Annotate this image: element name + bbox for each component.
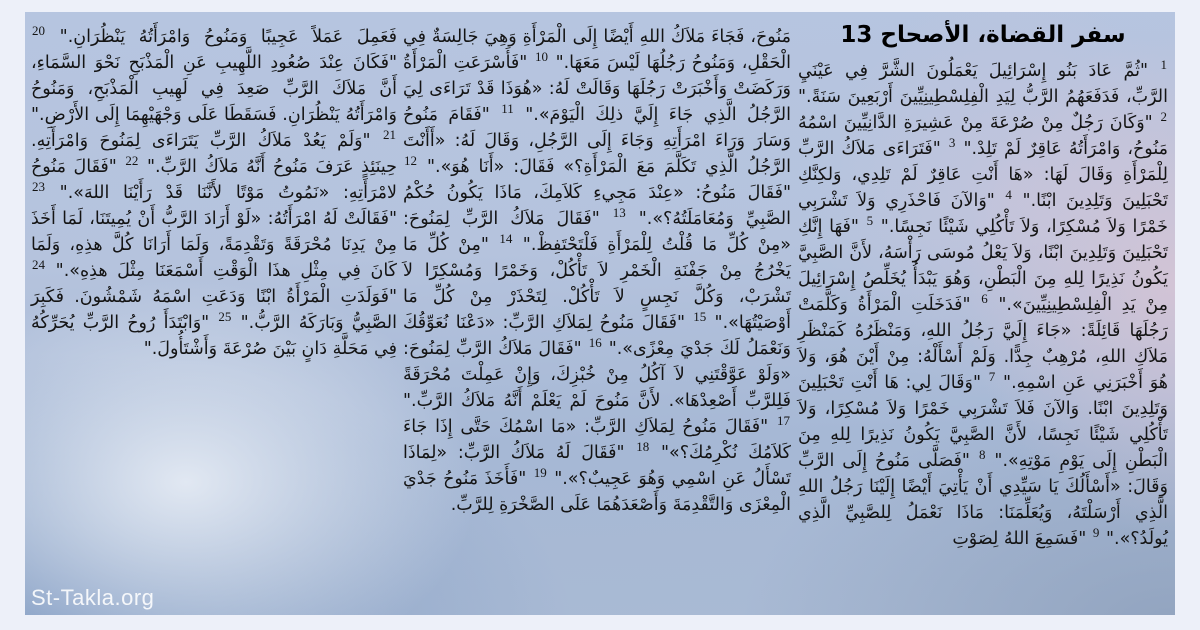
verse-text: "فَصَلَّى مَنُوحُ إِلَى الرَّبِّ وَقَالَ: «أَسْأَلُكَ يَا سَيِّدِي أَنْ يَأْتِيَ أَيْضًا إِلَيْنَا رَجُلُ اللهِ الَّذِي أَرْسَلْتَهُ، وَيُعَلِّمَنَا: مَاذَا نَعْمَلُ لِلصَّبِيِّ الَّذِي يُولَدُ؟»." <box>798 451 1168 549</box>
verse-text: "فَقَالَ مَلاَكُ الرَّبِّ لِمَنُوحَ: «مِنْ كُلِّ مَا قُلْتُ لِلْمَرْأَةِ فَلْتَحْتَفِظْ." <box>403 209 791 255</box>
verse-number: 20 <box>32 23 45 38</box>
verse-number: 4 <box>1005 187 1012 202</box>
verse-number: 21 <box>383 127 396 142</box>
verse-text: "فَتَرَاءَى مَلاَكُ الرَّبِّ لِلْمَرْأَةِ وَقَالَ لَهَا: «هَا أَنْتِ عَاقِرٌ لَمْ تَلِدِي، وَلكِنَّكِ تَحْبَلِينَ وَتَلِدِينَ ابْنًا." <box>798 139 1168 211</box>
verse-text: "فَقَالَ لَهُ مَلاَكُ الرَّبِّ: «لِمَاذَا تَسْأَلُ عَنِ اسْمِي وَهُوَ عَجِيبٌ؟»." <box>403 443 791 489</box>
text-column-middle <box>403 24 791 518</box>
verse-text: فَعَمِلَ عَمَلاً عَجِيبًا وَمَنُوحُ وَامْرَأَتُهُ يَنْظُرَانِ." <box>59 27 397 47</box>
verse-number: 5 <box>866 213 874 228</box>
verse-text: "وَابْتَدَأَ رُوحُ الرَّبِّ يُحَرِّكُهُ فِي مَحَلَّةِ دَانٍ بَيْنَ صُرْعَةَ وَأَشْتَأُولَ." <box>31 313 397 359</box>
verse-number: 22 <box>125 153 139 168</box>
verse-number: 9 <box>1092 525 1100 540</box>
verse-text: مَنُوحَ، فَجَاءَ مَلاَكُ اللهِ أَيْضًا إِلَى الْمَرْأَةِ وَهِيَ جَالِسَةٌ فِي الْحَقْلِ، وَمَنُوحُ رَجُلُهَا لَيْسَ مَعَهَا." <box>403 27 791 73</box>
verse-text: "فَقَامَ مَنُوحُ وَسَارَ وَرَاءَ امْرَأَتِهِ وَجَاءَ إِلَى الرَّجُلِ، وَقَالَ لَهُ: «أَأَنْتَ الرَّجُلُ الَّذِي تَكَلَّمَ مَعَ الْمَرْأَةِ؟» فَقَالَ: «أَنَا هُوَ»." <box>403 105 791 177</box>
verse-number: 3 <box>948 135 956 150</box>
chapter-title: سفر القضاة، الأصحاح 13 <box>840 22 1126 48</box>
verse-number: 15 <box>693 309 707 324</box>
verse-text: "ثُمَّ عَادَ بَنُو إِسْرَائِيلَ يَعْمَلُونَ الشَّرَّ فِي عَيْنَيِ الرَّبِّ، فَدَفَعَهُمُ الرَّبُّ لِيَدِ الْفِلِسْطِينِيِّينَ أَرْبَعِينَ سَنَةً." <box>798 61 1168 107</box>
verse-text: "فَأَسْرَعَتِ الْمَرْأَةُ وَرَكَضَتْ وَأَخْبَرَتْ رَجُلَهَا وَقَالَتْ لَهُ: «هُوَذَا قَدْ تَرَاءَى لِيَ الرَّجُلُ الَّذِي جَاءَ إِلَيَّ ذلِكَ الْيَوْمَ»." <box>403 53 791 125</box>
verse-text: "وَقَالَ لِي: هَا أَنْتِ تَحْبَلِينَ وَتَلِدِينَ ابْنًا. وَالآنَ فَلاَ تَشْرَبِي خَمْرًا وَلاَ مُسْكِرًا، وَلاَ تَأْكُلِي شَيْئًا نَجِسًا، لأَنَّ الصَّبِيَّ يَكُونُ نَذِيرًا لِلهِ مِنَ الْبَطْنِ إِلَى يَوْمِ مَوْتِهِ»." <box>798 373 1168 471</box>
verse-text: "فَأَخَذَ مَنُوحُ جَدْيَ الْمِعْزَى وَالتَّقْدِمَةَ وَأَصْعَدَهُمَا عَلَى الصَّخْرَةِ لِلرَّبِّ. <box>403 469 791 515</box>
verse-text: "فَكَانَ عِنْدَ صُعُودِ اللَّهِيبِ عَنِ الْمَذْبَحِ نَحْوَ السَّمَاءِ، أَنَّ مَلاَكَ الرَّبِّ صَعِدَ فِي لَهِيبِ الْمَذْبَحِ، وَمَنُوحُ وَامْرَأَتُهُ يَنْظُرَانِ. فَسَقَطَا عَلَى وَجْهَيْهِمَا إِلَى الأَرْضِ." <box>31 53 397 125</box>
verse-number: 14 <box>499 231 513 246</box>
verse-number: 6 <box>981 291 988 306</box>
verse-text: "فَقَالَتْ لَهُ امْرَأَتُهُ: «لَوْ أَرَادَ الرَّبُّ أَنْ يُمِيتَنَا، لَمَا أَخَذَ مِنْ يَدِنَا مُحْرَقَةً وَتَقْدِمَةً، وَلَمَا أَرَانَا كُلَّ هذِهِ، وَلَمَا كَانَ فِي مِثْلِ هذَا الْوَقْتِ أَسْمَعَنَا مِثْلَ هذِهِ»." <box>31 209 397 281</box>
verse-text: "فَوَلَدَتِ الْمَرْأَةُ ابْنًا وَدَعَتِ اسْمَهُ شَمْشُونَ. فَكَبِرَ الصَّبِيُّ وَبَارَكَهُ الرَّبُّ." <box>31 287 397 333</box>
verse-number: 12 <box>404 153 417 168</box>
verse-number: 23 <box>32 179 45 194</box>
verse-number: 25 <box>218 309 232 324</box>
site-watermark: St-Takla.org <box>31 585 155 610</box>
verse-text: "وَالآنَ فَاحْذَرِي وَلاَ تَشْرَبِي خَمْرًا وَلاَ مُسْكِرًا، وَلاَ تَأْكُلِي شَيْئًا نَجِسًا." <box>798 191 1168 237</box>
verse-number: 2 <box>1160 109 1167 124</box>
verse-number: 8 <box>978 447 986 462</box>
verse-number: 16 <box>588 335 602 350</box>
verse-number: 24 <box>32 257 45 272</box>
verse-text: "وَلَمْ يَعُدْ مَلاَكُ الرَّبِّ يَتَرَاءَى لِمَنُوحَ وَامْرَأَتِهِ. حِينَئِذٍ عَرَفَ مَنُوحُ أَنَّهُ مَلاَكُ الرَّبِّ." <box>31 131 397 177</box>
verse-number: 7 <box>988 369 996 384</box>
verse-number: 11 <box>501 101 514 116</box>
verse-number: 1 <box>1160 57 1167 72</box>
sky-background <box>25 12 1175 615</box>
verse-text: "فَقَالَ مَنُوحُ لِمَلاَكِ الرَّبِّ: «مَا اسْمُكَ حَتَّى إِذَا جَاءَ كَلاَمُكَ نُكْرِمُكَ؟»" <box>403 417 791 463</box>
text-column-left <box>31 24 397 362</box>
verse-number: 10 <box>534 49 548 64</box>
verse-text: "فَهَا إِنَّكِ تَحْبَلِينَ وَتَلِدِينَ ابْنًا، وَلاَ يَعْلُ مُوسَى رَأْسَهُ، لأَنَّ الصَّبِيَّ يَكُونُ نَذِيرًا لِلهِ مِنَ الْبَطْنِ، وَهُوَ يَبْدَأُ يُخَلِّصُ إِسْرَائِيلَ مِنْ يَدِ الْفِلِسْطِينِيِّينَ»." <box>798 217 1168 315</box>
verse-number: 18 <box>636 439 650 454</box>
verse-text: "فَقَالَ مَلاَكُ الرَّبِّ لِمَنُوحَ: «وَلَوْ عَوَّقْتَنِي لاَ آكُلُ مِنْ خُبْزِكَ، وَإِنْ عَمِلْتَ مُحْرَقَةً فَلِلرَّبِّ أَصْعِدْهَا». لأَنَّ مَنُوحَ لَمْ يَعْلَمْ أَنَّهُ مَلاَكُ الرَّبِّ." <box>403 339 791 411</box>
verse-text: "مِنْ كُلِّ مَا يَخْرُجُ مِنْ جَفْنَةِ الْخَمْرِ لاَ تَأْكُلْ، وَخَمْرًا وَمُسْكِرًا لاَ تَشْرَبْ، وَكُلَّ نَجِسٍ لاَ تَأْكُلْ. لِتَحْذَرْ مِنْ كُلِّ مَا أَوْصَيْتُهَا»." <box>403 235 791 333</box>
verse-text: "وَكَانَ رَجُلٌ مِنْ صُرْعَةَ مِنْ عَشِيرَةِ الدَّانِيِّينَ اسْمُهُ مَنُوحُ، وَامْرَأَتُهُ عَاقِرٌ لَمْ تَلِدْ." <box>798 113 1168 159</box>
verse-text: "فَدَخَلَتِ الْمَرْأَةُ وَكَلَّمَتْ رَجُلَهَا قَائِلَةً: «جَاءَ إِلَيَّ رَجُلُ اللهِ، وَمَنْظَرُهُ كَمَنْظَرِ مَلاَكِ اللهِ، مُرْهِبٌ جِدًّا. وَلَمْ أَسْأَلْهُ: مِنْ أَيْنَ هُوَ، وَلاَ هُوَ أَخْبَرَنِي عَنِ اسْمِهِ." <box>798 295 1168 393</box>
verse-text: "فَسَمِعَ اللهُ لِصَوْتِ <box>952 529 1087 549</box>
verse-number: 19 <box>533 465 547 480</box>
verse-number: 17 <box>777 413 790 428</box>
verse-text: "فَقَالَ مَنُوحُ لِمَلاَكِ الرَّبِّ: «دَعْنَا نُعَوِّقُكَ وَنَعْمَلُ لَكَ جَدْيَ مِعْزًى»." <box>403 313 791 359</box>
text-column-right <box>798 58 1168 552</box>
verse-text: "فَقَالَ مَنُوحُ: «عِنْدَ مَجِيءِ كَلاَمِكَ، مَاذَا يَكُونُ حُكْمُ الصَّبِيِّ وَمُعَامَلَتُهُ؟»." <box>403 183 791 229</box>
verse-number: 13 <box>612 205 626 220</box>
verse-text: "فَقَالَ مَنُوحُ لامْرَأَتِهِ: «نَمُوتُ مَوْتًا لأَنَّنَا قَدْ رَأَيْنَا اللهَ»." <box>31 157 397 203</box>
